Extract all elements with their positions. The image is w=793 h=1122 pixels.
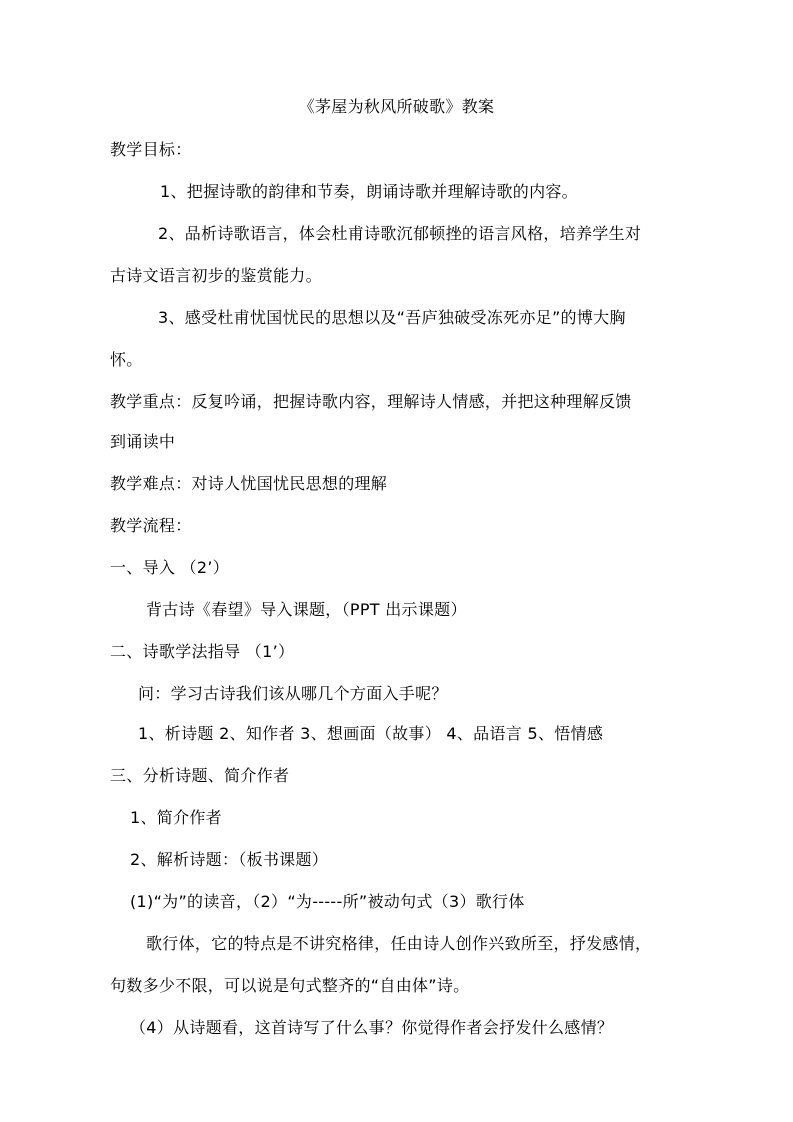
step-3-subitems: (1)“为”的读音，（2）“为-----所”被动句式（3）歌行体: [130, 892, 525, 911]
step-1-heading: 一、导入 （2’）: [110, 558, 230, 577]
gexingti-explanation-cont: 句数多少不限，可以说是句式整齐的“自由体”诗。: [110, 976, 470, 995]
step-3-heading: 三、分析诗题、简介作者: [110, 766, 290, 785]
step-1-body: 背古诗《春望》导入课题，（PPT 出示课题）: [146, 600, 467, 619]
difficulties: 教学难点：对诗人忧国忧民思想的理解: [110, 474, 388, 493]
step-3-item-2: 2、解析诗题：（板书课题）: [130, 850, 329, 869]
step-3-subitem-4: （4）从诗题看，这首诗写了什么事？你觉得作者会抒发什么感情？: [130, 1018, 614, 1037]
gexingti-explanation: 歌行体，它的特点是不讲究格律，任由诗人创作兴致所至，抒发感情，: [146, 934, 652, 953]
section-heading-objectives: 教学目标：: [110, 140, 192, 159]
objective-3-cont: 怀。: [110, 350, 143, 369]
objective-3: 3、感受杜甫忧国忧民的思想以及“吾庐独破受冻死亦足”的博大胸: [158, 308, 626, 327]
key-points-cont: 到诵读中: [110, 432, 176, 451]
objective-2: 2、品析诗歌语言，体会杜甫诗歌沉郁顿挫的语言风格，培养学生对: [158, 224, 642, 243]
step-3-item-1: 1、简介作者: [130, 808, 222, 827]
objective-2-cont: 古诗文语言初步的鉴赏能力。: [110, 266, 322, 285]
key-points: 教学重点：反复吟诵，把握诗歌内容，理解诗人情感，并把这种理解反馈: [110, 392, 632, 411]
objective-1: 1、把握诗歌的韵律和节奏，朗诵诗歌并理解诗歌的内容。: [160, 182, 578, 201]
step-2-question: 问：学习古诗我们该从哪几个方面入手呢？: [138, 684, 448, 703]
document-title: 《茅屋为秋风所破歌》教案: [298, 97, 495, 116]
section-heading-process: 教学流程：: [110, 516, 192, 535]
step-2-methods: 1、析诗题 2、知作者 3、想画面（故事） 4、品语言 5、悟情感: [138, 724, 604, 743]
step-2-heading: 二、诗歌学法指导 （1’）: [110, 642, 295, 661]
